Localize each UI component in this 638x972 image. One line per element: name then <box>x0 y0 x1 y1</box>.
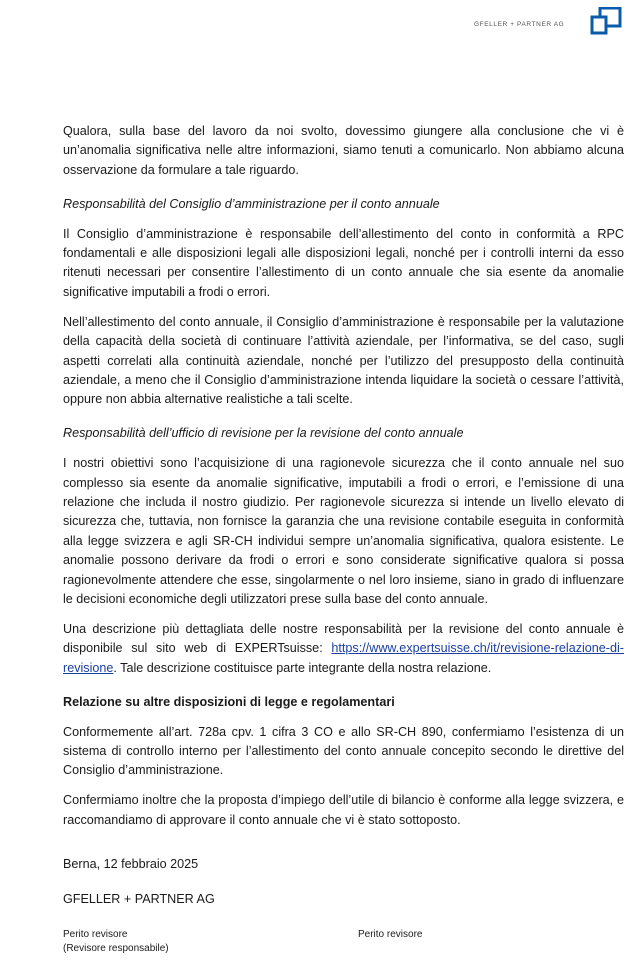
expertsuisse-link[interactable]: https://www.expertsuisse.ch/it/revisione-relazione-di-revisione <box>63 641 624 675</box>
company-logo <box>590 7 622 35</box>
signatory-firm: GFELLER + PARTNER AG <box>63 891 215 906</box>
paragraph-other-2: Confermiamo inoltre che la proposta d’impiego dell’utile di bilancio è conforme alla legge svizzera, e raccomandiamo di approvare il conto annuale che vi è stato sottoposto. <box>63 793 624 827</box>
audit-2-text-post: . Tale descrizione costituisce parte integrante della nostra relazione. <box>113 660 492 675</box>
signature-left-title: Perito revisore <box>63 929 128 940</box>
audit-2-text-pre: Una descrizione più dettagliata delle nostre responsabilità per la revisione del conto annuale è disponibile sul sito web di EXPERTsuisse: <box>63 621 624 656</box>
signature-right-title: Perito revisore <box>358 929 423 940</box>
paragraph-other-1: Conformemente all’art. 728a cpv. 1 cifra 3 CO e allo SR-CH 890, confermiamo l’esistenza di un sistema di controllo interno per l’allestimento del conto annuale concepito secondo le direttive del Consiglio d’amministrazione. <box>63 724 624 778</box>
place-date: Berna, 12 febbraio 2025 <box>63 856 199 871</box>
paragraph-audit-1: I nostri obiettivi sono l’acquisizione di una ragionevole sicurezza che il conto annuale nel suo complesso sia esente da anomalie significative, imputabili a frodi o errori, e l’emissione di una relazione che includa il nostro giudizio. Per ragionevole sicurezza si intende un livello elevato di sicurezza che, tuttavia, non fornisce la garanzia che una revisione contabile eseguita in conformità alla legge svizzera e agli SR-CH individui sempre un’anomalia significativa, qualora esistente. Le anomalie possono derivare da frodi o errori e sono considerate significative qualora si possa ragionevolmente attendere che esse, singolarmente o nel loro insieme, siano in grado di influenzare le decisioni economiche degli utilizzatori prese sulla base del conto annuale. <box>63 456 624 607</box>
heading-audit-responsibility: Responsabilità dell’ufficio di revisione per la revisione del conto annuale <box>63 426 464 441</box>
heading-other-provisions: Relazione su altre disposizioni di legge e regolamentari <box>63 694 395 709</box>
report-body <box>63 122 624 919</box>
paragraph-board-2: Nell’allestimento del conto annuale, il Consiglio d’amministrazione è responsabile per la valutazione della capacità della società di continuare l’attività aziendale, per l’informativa, se del caso, sugli aspetti correlati alla continuità aziendale, nonché per l’utilizzo del presupposto della continuità aziendale, a meno che il Consiglio d’amministrazione intenda liquidare la società o cessare l’attività, oppure non abbia alternative realistiche a tali scelte. <box>63 314 624 407</box>
signature-left-subtitle: (Revisore responsabile) <box>63 943 169 954</box>
header-firm-name: GFELLER + PARTNER AG <box>474 21 565 28</box>
signature-right <box>358 928 422 942</box>
signature-left <box>63 928 169 956</box>
paragraph-board-1: Il Consiglio d’amministrazione è responsabile dell’allestimento del conto in conformità a RPC fondamentali e alle disposizioni legali alle disposizioni legali, nonché per i controlli interni da esso ritenuti necessari per consentire l’allestimento di un conto annuale che sia esente da anomalie significative imputabili a frodi o errori. <box>63 226 624 299</box>
paragraph-audit-2 <box>63 620 624 678</box>
paragraph-intro: Qualora, sulla base del lavoro da noi svolto, dovessimo giungere alla conclusione che vi è un’anomalia significativa nelle altre informazioni, siamo tenuti a comunicarlo. Non abbiamo alcuna osservazione da formulare a tale riguardo. <box>63 124 624 177</box>
heading-board-responsibility: Responsabilità del Consiglio d’amministrazione per il conto annuale <box>63 196 440 211</box>
